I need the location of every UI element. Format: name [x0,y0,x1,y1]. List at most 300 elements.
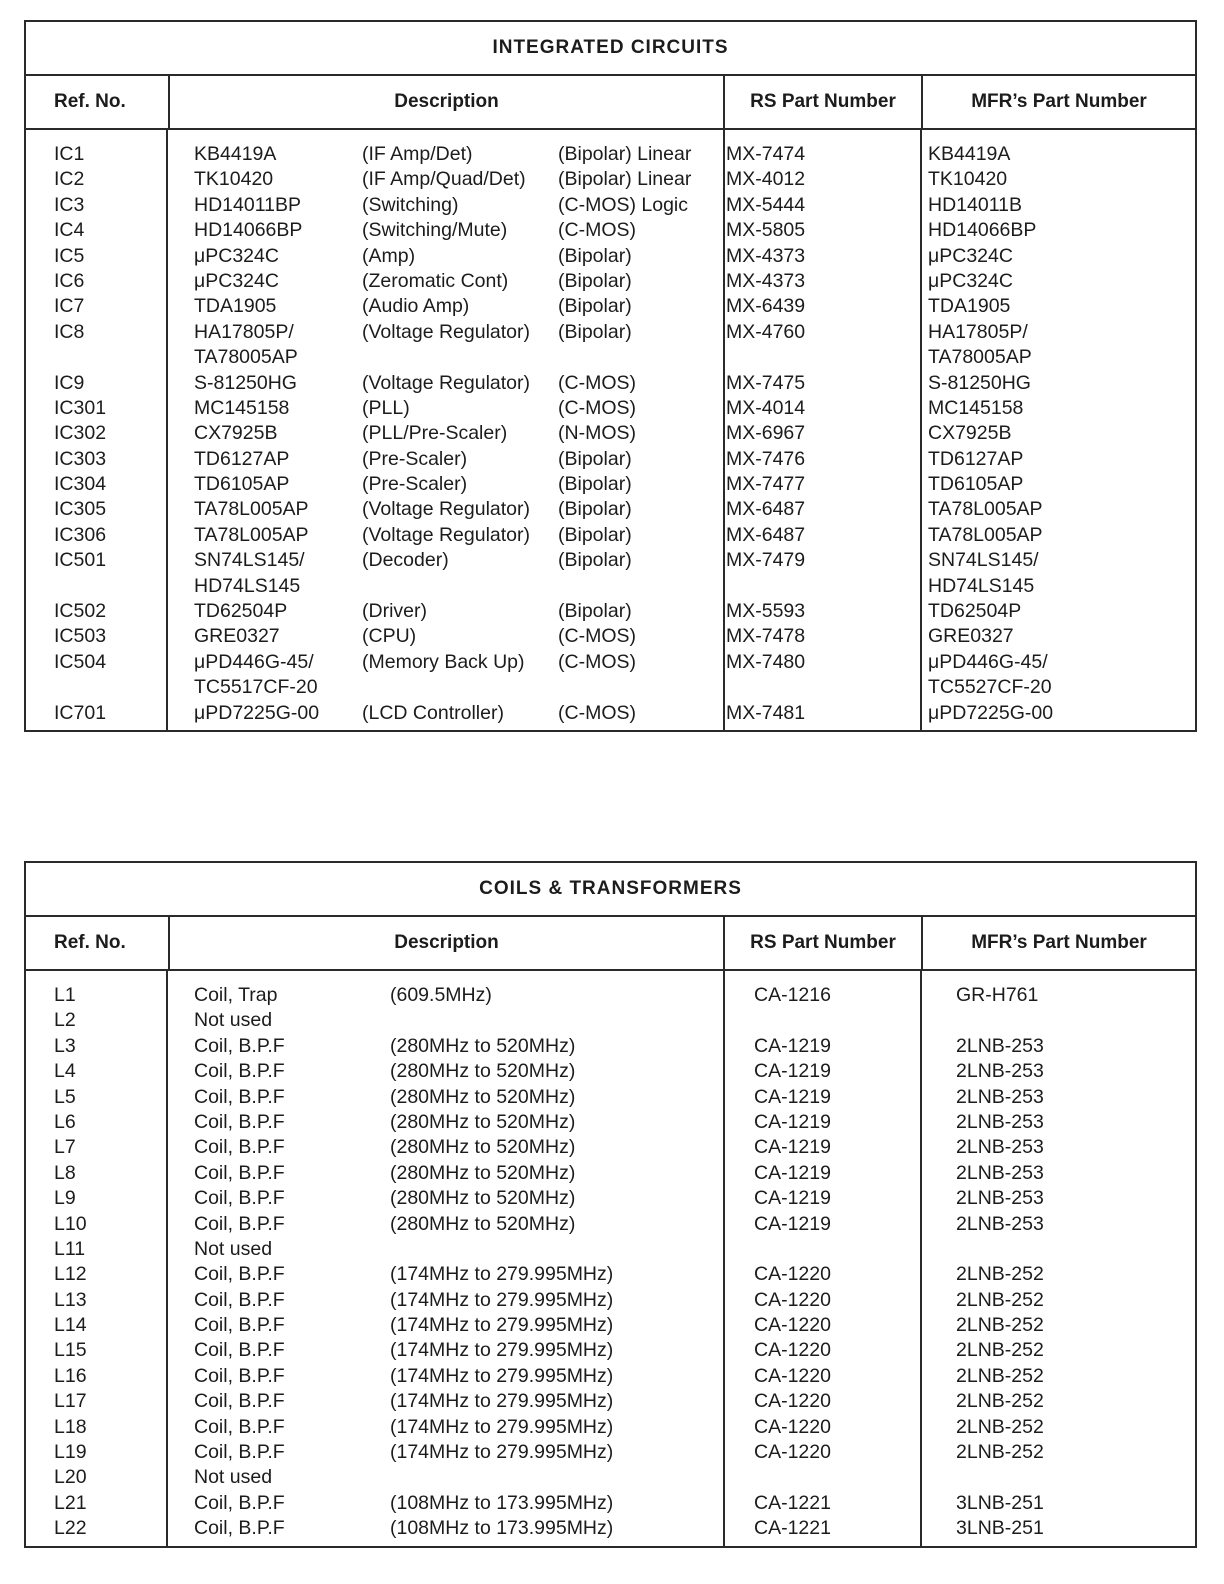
device-type: (Bipolar) Linear [558,143,692,165]
device-type: (C-MOS) [558,219,636,242]
part-name: TA78L005AP [194,523,309,546]
part-name: HD14011BP [194,193,301,216]
mfr-part-number: 2LNB-253 [956,1060,1044,1083]
ic-header-ref: Ref. No. [54,91,126,112]
table-row [26,218,1195,243]
rs-part-number: CA-1221 [754,1491,831,1514]
table-row [26,1212,1195,1237]
function: (Driver) [362,600,427,623]
rs-part-number: CA-1220 [754,1263,831,1286]
function: (Memory Back Up) [362,650,525,673]
ref-no: L2 [54,1009,76,1032]
function: (Pre-Scaler) [362,473,468,496]
rs-part-number [723,574,924,599]
table-row [26,1237,1195,1262]
table-row [26,1288,1195,1313]
mfr-part-number: 2LNB-252 [956,1263,1044,1286]
mfr-part-number: GRE0327 [928,625,1014,648]
mfr-part-number: 2LNB-253 [956,1110,1044,1133]
table-row [26,624,1195,649]
table-row [26,523,1195,548]
frequency-range: (174MHz to 279.995MHz) [390,1339,614,1362]
ref-no: L10 [54,1212,87,1235]
table-row [26,1186,1195,1211]
ref-no: L22 [54,1517,87,1540]
ref-no: L9 [54,1187,76,1210]
description: Coil, B.P.F [194,1441,285,1464]
ref-no: L7 [54,1136,76,1159]
function: (Voltage Regulator) [362,498,531,521]
device-type: (C-MOS) [558,625,636,648]
ref-no: IC3 [54,193,85,216]
rs-part-number: CA-1220 [754,1390,831,1413]
rs-part-number: MX-6487 [726,523,806,546]
mfr-part-number [952,1237,1195,1262]
ref-no: IC301 [54,396,107,419]
ref-no: L8 [54,1161,76,1184]
ref-no: L13 [54,1288,87,1311]
device-type: (C-MOS) [558,371,636,394]
function: (IF Amp/Quad/Det) [362,168,526,191]
ref-no: L17 [54,1390,87,1413]
rs-part-number: CA-1219 [754,1110,831,1133]
table-row [26,142,1195,167]
mfr-part-number: TK10420 [928,168,1008,191]
rs-part-number: MX-7476 [726,447,806,470]
function: (Zeromatic Cont) [362,269,509,292]
description: Coil, B.P.F [194,1288,285,1311]
ic-header-mfr-part: MFR’s Part Number [971,91,1147,112]
ref-no: L11 [54,1237,86,1260]
device-type [558,574,723,599]
part-name: TC5517CF-20 [194,676,318,699]
rs-part-number: MX-7481 [726,701,806,724]
table-row [26,675,1195,700]
part-name: TD62504P [194,600,288,623]
rs-part-number: MX-4012 [726,168,806,191]
table-row [26,497,1195,522]
coil-table-header [26,917,1195,971]
ref-no: L5 [54,1085,76,1108]
device-type: (Bipolar) [558,473,632,496]
coil-table-title: COILS & TRANSFORMERS [26,863,1195,917]
description: Coil, B.P.F [194,1263,285,1286]
rs-part-number: MX-6439 [726,295,806,318]
frequency-range: (280MHz to 520MHz) [390,1034,576,1057]
table-row [26,345,1195,370]
rs-part-number: CA-1220 [754,1288,831,1311]
device-type [558,345,723,370]
ref-no: L14 [54,1314,87,1337]
mfr-part-number: 2LNB-253 [956,1161,1044,1184]
device-type: (Bipolar) [558,600,632,623]
table-row [26,396,1195,421]
frequency-range: (174MHz to 279.995MHz) [390,1415,614,1438]
ref-no: IC5 [54,244,85,267]
part-name: TA78L005AP [194,498,309,521]
function: (CPU) [362,625,417,648]
frequency-range: (174MHz to 279.995MHz) [390,1314,614,1337]
ref-no: L15 [54,1339,87,1362]
ref-no: L20 [54,1466,87,1489]
rs-part-number [723,345,924,370]
mfr-part-number: TD62504P [928,600,1022,623]
ref-no: L21 [54,1491,87,1514]
table-row [26,599,1195,624]
table-row [26,269,1195,294]
function: (PLL/Pre-Scaler) [362,422,508,445]
frequency-range: (174MHz to 279.995MHz) [390,1364,614,1387]
table-row [26,1059,1195,1084]
mfr-part-number: 3LNB-251 [956,1517,1044,1540]
ref-no: IC302 [54,422,107,445]
function: (IF Amp/Det) [362,143,473,165]
rs-part-number: MX-4373 [726,244,806,267]
rs-part-number: MX-4373 [726,269,806,292]
ref-no: IC4 [54,219,85,242]
rs-part-number: MX-5593 [726,600,806,623]
function: (Switching/Mute) [362,219,508,242]
device-type: (Bipolar) [558,320,632,343]
part-name: TA78005AP [194,346,298,369]
frequency-range: (280MHz to 520MHz) [390,1187,576,1210]
device-type: (Bipolar) [558,269,632,292]
ref-no: IC2 [54,168,85,191]
frequency-range: (280MHz to 520MHz) [390,1060,576,1083]
rs-part-number: MX-6487 [726,498,806,521]
coil-header-mfr-part: MFR’s Part Number [971,932,1147,953]
table-row [26,167,1195,192]
table-row [26,371,1195,396]
description: Coil, B.P.F [194,1314,285,1337]
ic-table-title: INTEGRATED CIRCUITS [26,22,1195,76]
description: Not used [194,1237,273,1260]
rs-part-number: CA-1216 [754,984,831,1006]
ref-no: IC502 [54,600,107,623]
table-row [26,1364,1195,1389]
ic-table-body [26,130,1195,730]
table-row [26,701,1195,726]
table-row [26,320,1195,345]
table-row [26,1161,1195,1186]
frequency-range: (108MHz to 173.995MHz) [390,1491,614,1514]
device-type: (Bipolar) [558,549,632,572]
ref-no: L19 [54,1441,87,1464]
mfr-part-number: HD14011B [928,193,1022,216]
rs-part-number: MX-7477 [726,473,806,496]
description: Coil, B.P.F [194,1364,285,1387]
table-row [26,1135,1195,1160]
mfr-part-number: GR-H761 [956,984,1039,1006]
mfr-part-number: μPC324C [928,244,1013,267]
ref-no: IC1 [54,143,85,165]
frequency-range: (280MHz to 520MHz) [390,1136,576,1159]
rs-part-number: CA-1221 [754,1517,831,1540]
mfr-part-number: 2LNB-253 [956,1212,1044,1235]
mfr-part-number: MC145158 [928,396,1024,419]
mfr-part-number: 2LNB-252 [956,1415,1044,1438]
table-row [26,650,1195,675]
description: Coil, B.P.F [194,1415,285,1438]
table-row [26,1085,1195,1110]
mfr-part-number: 2LNB-253 [956,1034,1044,1057]
part-name: HD14066BP [194,219,303,242]
function: (Amp) [362,244,416,267]
rs-part-number: CA-1219 [754,1212,831,1235]
frequency-range: (280MHz to 520MHz) [390,1161,576,1184]
ref-no: L16 [54,1364,87,1387]
mfr-part-number: TA78L005AP [928,523,1043,546]
device-type: (Bipolar) [558,498,632,521]
description: Coil, B.P.F [194,1187,285,1210]
rs-part-number: CA-1219 [754,1034,831,1057]
mfr-part-number: 2LNB-253 [956,1136,1044,1159]
frequency-range [390,1008,751,1033]
function: (LCD Controller) [362,701,504,724]
ref-no: IC9 [54,371,85,394]
mfr-part-number [952,1008,1195,1033]
device-type: (C-MOS) [558,396,636,419]
description: Coil, B.P.F [194,1110,285,1133]
mfr-part-number: HD74LS145 [928,574,1035,597]
rs-part-number: CA-1220 [754,1415,831,1438]
description: Coil, B.P.F [194,1212,285,1235]
function: (Pre-Scaler) [362,447,468,470]
part-name: SN74LS145/ [194,549,305,572]
mfr-part-number: KB4419A [928,143,1011,165]
function: (Voltage Regulator) [362,371,531,394]
description: Not used [194,1466,273,1489]
frequency-range: (174MHz to 279.995MHz) [390,1441,614,1464]
part-name: S-81250HG [194,371,297,394]
mfr-part-number: 2LNB-252 [956,1390,1044,1413]
table-row [26,193,1195,218]
rs-part-number: MX-7479 [726,549,806,572]
rs-part-number: MX-7480 [726,650,806,673]
frequency-range: (174MHz to 279.995MHz) [390,1263,614,1286]
part-name: TDA1905 [194,295,277,318]
description: Coil, B.P.F [194,1136,285,1159]
ref-no: IC6 [54,269,85,292]
part-name: TD6105AP [194,473,290,496]
rs-part-number: CA-1220 [754,1441,831,1464]
table-row [26,472,1195,497]
frequency-range: (280MHz to 520MHz) [390,1212,576,1235]
table-row [26,983,1195,1008]
frequency-range [390,1237,751,1262]
table-row [26,1491,1195,1516]
mfr-part-number: SN74LS145/ [928,549,1039,572]
rs-part-number: CA-1219 [754,1187,831,1210]
table-row [26,447,1195,472]
function [362,345,558,370]
rs-part-number: MX-5805 [726,219,806,242]
rs-part-number: MX-7474 [726,143,806,165]
ref-no: IC503 [54,625,107,648]
ref-no: L18 [54,1415,87,1438]
mfr-part-number: 2LNB-252 [956,1339,1044,1362]
description: Coil, B.P.F [194,1161,285,1184]
function [362,574,558,599]
ref-no: IC303 [54,447,107,470]
ic-table-header [26,76,1195,130]
device-type: (C-MOS) [558,650,636,673]
description: Coil, B.P.F [194,1339,285,1362]
part-name: TD6127AP [194,447,290,470]
table-row [26,1008,1195,1033]
device-type: (Bipolar) [558,447,632,470]
mfr-part-number: 3LNB-251 [956,1491,1044,1514]
mfr-part-number: TA78005AP [928,346,1032,369]
part-name: HA17805P/ [194,320,294,343]
mfr-part-number: TD6127AP [928,447,1024,470]
mfr-part-number: HA17805P/ [928,320,1028,343]
description: Coil, B.P.F [194,1491,285,1514]
mfr-part-number: HD14066BP [928,219,1037,242]
ref-no [26,574,194,599]
description: Coil, B.P.F [194,1060,285,1083]
table-row [26,1415,1195,1440]
frequency-range [390,1465,751,1490]
ref-no: L12 [54,1263,87,1286]
rs-part-number: MX-6967 [726,422,806,445]
device-type: (Bipolar) [558,244,632,267]
mfr-part-number: 2LNB-252 [956,1314,1044,1337]
ic-header-description: Description [168,76,725,128]
part-name: TK10420 [194,168,274,191]
mfr-part-number: CX7925B [928,422,1012,445]
ref-no: L4 [54,1060,76,1083]
part-name: MC145158 [194,396,290,419]
rs-part-number: MX-5444 [726,193,806,216]
rs-part-number: MX-7478 [726,625,806,648]
ref-no: L1 [54,984,76,1006]
mfr-part-number: μPD7225G-00 [928,701,1054,724]
ref-no [26,675,194,700]
ref-no: L6 [54,1110,76,1133]
ref-no: IC501 [54,549,107,572]
mfr-part-number: 2LNB-252 [956,1288,1044,1311]
coil-table-body [26,971,1195,1546]
table-row [26,548,1195,573]
part-name: KB4419A [194,143,277,165]
frequency-range: (280MHz to 520MHz) [390,1085,576,1108]
function: (Voltage Regulator) [362,523,531,546]
table-row [26,1389,1195,1414]
ref-no: IC7 [54,295,85,318]
mfr-part-number: 2LNB-253 [956,1187,1044,1210]
rs-part-number: CA-1219 [754,1085,831,1108]
part-name: μPD7225G-00 [194,701,320,724]
table-row [26,1110,1195,1135]
ref-no: IC306 [54,523,107,546]
rs-part-number: CA-1219 [754,1161,831,1184]
function: (PLL) [362,396,410,419]
frequency-range: (609.5MHz) [390,984,492,1006]
coil-header-rs-part: RS Part Number [725,917,923,969]
coil-header-description: Description [168,917,725,969]
mfr-part-number: 2LNB-252 [956,1441,1044,1464]
mfr-part-number: TD6105AP [928,473,1024,496]
device-type: (Bipolar) [558,523,632,546]
table-row [26,1516,1195,1541]
ic-header-rs-part: RS Part Number [725,76,923,128]
ref-no: IC701 [54,701,107,724]
description: Coil, B.P.F [194,1390,285,1413]
rs-part-number: CA-1219 [754,1136,831,1159]
mfr-part-number [952,1465,1195,1490]
function: (Decoder) [362,549,449,572]
table-row [26,1262,1195,1287]
mfr-part-number: 2LNB-253 [956,1085,1044,1108]
part-name: μPC324C [194,244,279,267]
ref-no: IC8 [54,320,85,343]
function: (Switching) [362,193,459,216]
ref-no: L3 [54,1034,76,1057]
part-name: HD74LS145 [194,574,301,597]
table-row [26,1313,1195,1338]
table-row [26,294,1195,319]
description: Coil, B.P.F [194,1085,285,1108]
frequency-range: (174MHz to 279.995MHz) [390,1390,614,1413]
frequency-range: (280MHz to 520MHz) [390,1110,576,1133]
integrated-circuits-table [24,20,1197,732]
table-row [26,244,1195,269]
rs-part-number: CA-1220 [754,1314,831,1337]
description: Coil, B.P.F [194,1517,285,1540]
rs-part-number: CA-1220 [754,1339,831,1362]
rs-part-number: CA-1220 [754,1364,831,1387]
device-type: (C-MOS) [558,701,636,724]
mfr-part-number: TA78L005AP [928,498,1043,521]
table-row [26,1034,1195,1059]
coil-header-ref: Ref. No. [54,932,126,953]
rs-part-number [723,675,924,700]
table-row [26,574,1195,599]
table-row [26,1465,1195,1490]
mfr-part-number: TDA1905 [928,295,1011,318]
rs-part-number: MX-7475 [726,371,806,394]
rs-part-number: MX-4760 [726,320,806,343]
ref-no: IC304 [54,473,107,496]
mfr-part-number: μPC324C [928,269,1013,292]
table-row [26,421,1195,446]
part-name: CX7925B [194,422,278,445]
device-type: (Bipolar) [558,295,632,318]
mfr-part-number: 2LNB-252 [956,1364,1044,1387]
ref-no [26,345,194,370]
table-row [26,1440,1195,1465]
frequency-range: (174MHz to 279.995MHz) [390,1288,614,1311]
mfr-part-number: μPD446G-45/ [928,650,1048,673]
frequency-range: (108MHz to 173.995MHz) [390,1517,614,1540]
device-type: (N-MOS) [558,422,636,445]
function: (Voltage Regulator) [362,320,531,343]
device-type: (C-MOS) Logic [558,193,689,216]
function: (Audio Amp) [362,295,470,318]
description: Coil, B.P.F [194,1034,285,1057]
description: Not used [194,1009,273,1032]
ref-no: IC504 [54,650,107,673]
device-type: (Bipolar) Linear [558,168,692,191]
table-row [26,1338,1195,1363]
description: Coil, Trap [194,984,278,1006]
mfr-part-number: TC5527CF-20 [928,676,1052,699]
rs-part-number: CA-1219 [754,1060,831,1083]
coils-transformers-table [24,861,1197,1548]
ref-no: IC305 [54,498,107,521]
mfr-part-number: S-81250HG [928,371,1031,394]
